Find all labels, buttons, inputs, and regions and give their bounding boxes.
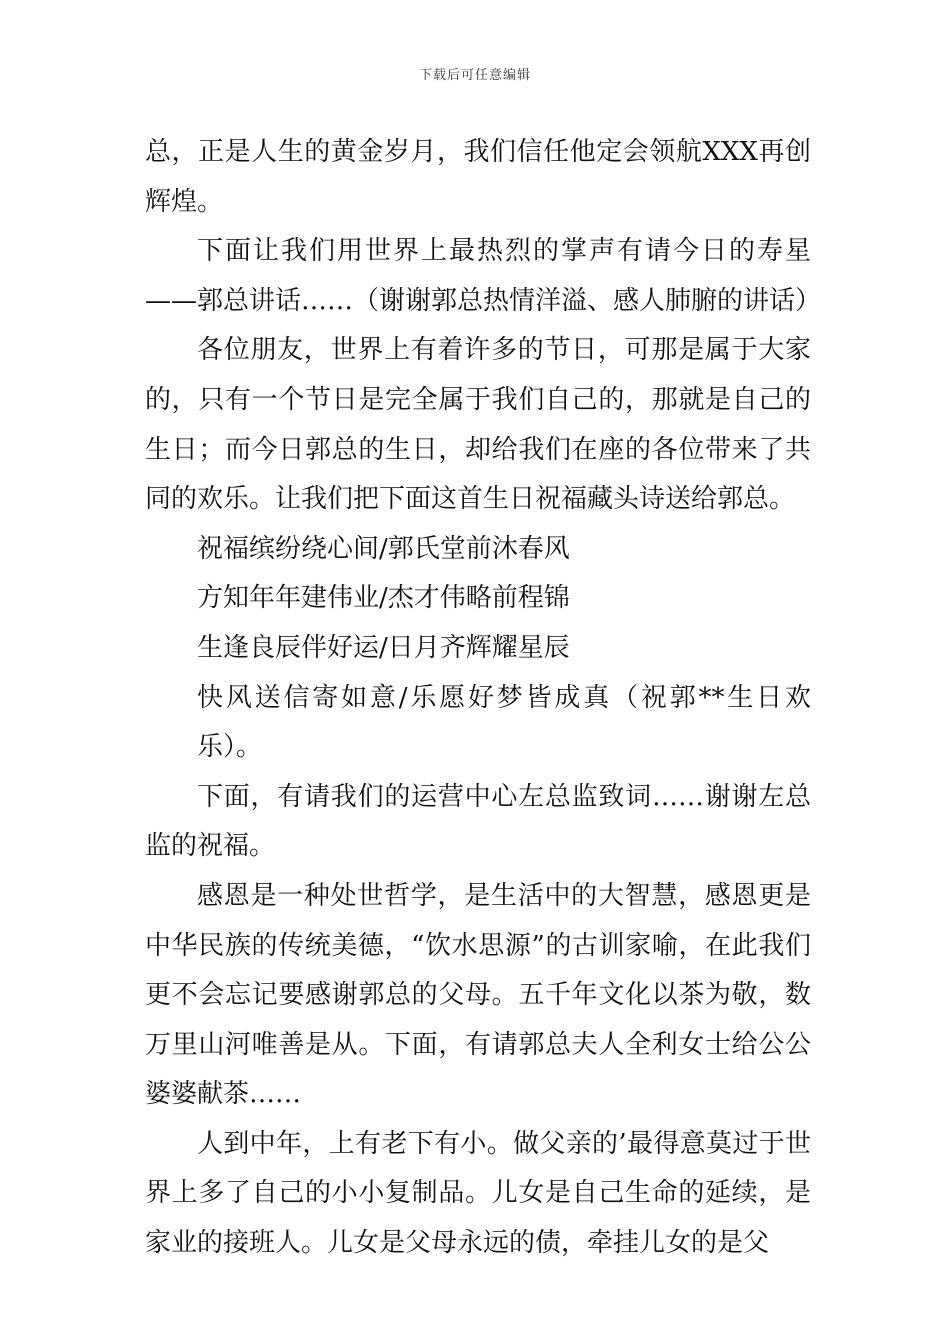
paragraph: 下面，有请我们的运营中心左总监致词……谢谢左总监的祝福。 <box>145 781 811 862</box>
page-header-note: 下载后可任意编辑 <box>418 68 531 83</box>
document-body <box>145 128 822 1269</box>
paragraph-continuation: 总，正是人生的黄金岁月，我们信任他定会领航XXX再创辉煌。 <box>145 137 811 217</box>
paragraph: 感恩是一种处世哲学，是生活中的大智慧，感恩更是中华民族的传统美德，“饮水思源”的古训家喻，在此我们更不会忘记要感谢郭总的父母。五千年文化以茶为敬，数万里山河唯善是从。下面，有请郭总夫人全利女士给公公婆婆献茶…… <box>145 880 811 1110</box>
poem-line: 祝福缤纷绕心间/郭氏堂前沐春风 <box>197 533 570 564</box>
paragraph: 下面让我们用世界上最热烈的掌声有请今日的寿星——郭总讲话……（谢谢郭总热情洋溢、感人肺腑的讲话） <box>145 236 822 316</box>
paragraph: 各位朋友，世界上有着许多的节日，可那是属于大家的，只有一个节日是完全属于我们自己的，那就是自己的生日；而今日郭总的生日，却给我们在座的各位带来了共同的欢乐。让我们把下面这首生日祝福藏头诗送给郭总。 <box>145 335 811 515</box>
poem-line: 方知年年建伟业/杰才伟略前程锦 <box>197 583 570 614</box>
poem-line: 生逢良辰伴好运/日月齐辉耀星辰 <box>197 632 570 663</box>
paragraph: 人到中年，上有老下有小。做父亲的’最得意莫过于世界上多了自己的小小复制品。儿女是自己生命的延续，是家业的接班人。儿女是父母永远的债，牵挂儿女的是父 <box>145 1128 811 1259</box>
poem-line: 快风送信寄如意/乐愿好梦皆成真（祝郭**生日欢乐）。 <box>197 682 811 763</box>
